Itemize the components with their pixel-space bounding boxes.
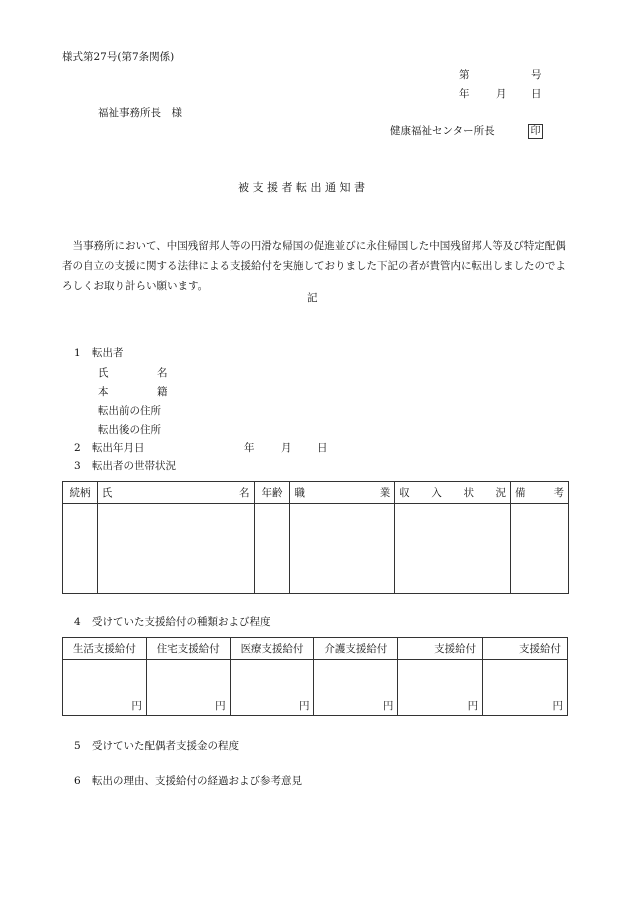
benefit-cell-medical[interactable]: 円 xyxy=(230,660,314,716)
date-day: 日 xyxy=(531,88,542,100)
benefit-cell-living[interactable]: 円 xyxy=(63,660,147,716)
col-income xyxy=(395,482,511,504)
addr-after-label: 転出後の住所 xyxy=(98,424,161,436)
benefit-header-row xyxy=(63,638,568,660)
cell-relation[interactable] xyxy=(63,504,98,594)
col-remarks-b: 考 xyxy=(553,487,564,499)
benefit-col-care: 介護支援給付 xyxy=(314,638,398,660)
name-label-a: 氏 xyxy=(98,367,109,379)
item4-num: 4 xyxy=(74,616,81,628)
col-remarks xyxy=(511,482,569,504)
ki-label: 記 xyxy=(307,292,318,304)
benefit-col-other-1: 支援給付 xyxy=(398,638,483,660)
doc-number-dai: 第 xyxy=(459,69,470,81)
cell-age[interactable] xyxy=(254,504,290,594)
item2-day: 日 xyxy=(317,442,328,454)
col-name-b: 名 xyxy=(239,487,250,499)
item3-num: 3 xyxy=(74,460,81,472)
col-job-a: 職 xyxy=(294,487,305,499)
benefit-cell-other-1[interactable]: 円 xyxy=(398,660,483,716)
date-month: 月 xyxy=(496,88,507,100)
household-body-row xyxy=(63,504,569,594)
cell-remarks[interactable] xyxy=(511,504,569,594)
item2-num: 2 xyxy=(74,442,81,454)
date-year: 年 xyxy=(459,88,470,100)
item5-num: 5 xyxy=(74,740,81,752)
sender: 健康福祉センター所長 xyxy=(390,125,495,137)
benefit-cell-housing[interactable]: 円 xyxy=(146,660,230,716)
col-name xyxy=(97,482,254,504)
doc-number-go: 号 xyxy=(531,69,542,81)
item2-month: 月 xyxy=(281,442,292,454)
benefit-col-living: 生活支援給付 xyxy=(63,638,147,660)
seal-mark xyxy=(528,124,543,139)
benefit-value-row xyxy=(63,660,568,716)
col-income-c: 状 xyxy=(463,487,474,499)
col-name-a: 氏 xyxy=(101,487,113,499)
item2-label: 転出年月日 xyxy=(92,442,145,454)
household-table xyxy=(62,481,569,594)
col-relation: 続柄 xyxy=(63,482,98,504)
addr-before-label: 転出前の住所 xyxy=(98,405,161,417)
benefit-col-housing: 住宅支援給付 xyxy=(146,638,230,660)
benefit-col-other-2: 支援給付 xyxy=(483,638,568,660)
col-income-a: 収 xyxy=(399,487,410,499)
item3-label: 転出者の世帯状況 xyxy=(92,460,176,472)
col-age: 年齢 xyxy=(254,482,290,504)
form-number: 様式第27号(第7条関係) xyxy=(62,51,175,63)
col-job-b: 業 xyxy=(379,487,391,499)
benefit-table xyxy=(62,637,568,716)
honseki-label-a: 本 xyxy=(98,386,109,398)
col-income-d: 況 xyxy=(495,487,507,499)
seal-text: 印 xyxy=(528,124,543,139)
item4-label: 受けていた支援給付の種類および程度 xyxy=(92,616,271,628)
cell-job[interactable] xyxy=(290,504,395,594)
doc-title: 被 支 援 者 転 出 通 知 書 xyxy=(238,181,365,194)
benefit-col-medical: 医療支援給付 xyxy=(230,638,314,660)
col-remarks-a: 備 xyxy=(515,487,526,499)
honseki-label-b: 籍 xyxy=(157,386,168,398)
item5-label: 受けていた配偶者支援金の程度 xyxy=(92,740,239,752)
item6-label: 転出の理由、支援給付の経過および参考意見 xyxy=(92,775,302,787)
household-header-row xyxy=(63,482,569,504)
item6-num: 6 xyxy=(74,775,81,787)
cell-income[interactable] xyxy=(395,504,511,594)
cell-name[interactable] xyxy=(97,504,254,594)
item1-label: 転出者 xyxy=(92,347,124,359)
item2-year: 年 xyxy=(244,442,255,454)
col-job xyxy=(290,482,395,504)
addressee: 福祉事務所長 様 xyxy=(98,107,182,119)
benefit-cell-care[interactable]: 円 xyxy=(314,660,398,716)
body-paragraph: 当事務所において、中国残留邦人等の円滑な帰国の促進並びに永住帰国した中国残留邦人等及び特定配偶者の自立の支援に関する法律による支援給付を実施しておりました下記の者が貴管内に転出しましたのでよろしくお取り計らい願います。 xyxy=(62,240,566,292)
name-label-b: 名 xyxy=(157,367,168,379)
col-income-b: 入 xyxy=(431,487,442,499)
benefit-cell-other-2[interactable]: 円 xyxy=(483,660,568,716)
item1-num: 1 xyxy=(74,347,81,359)
